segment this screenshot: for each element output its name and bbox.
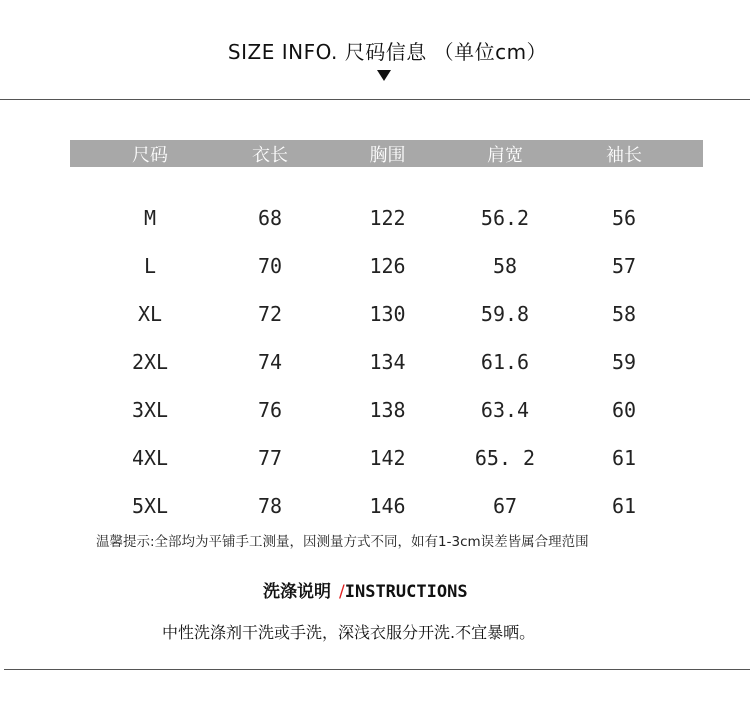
table-cell: 134 <box>369 350 406 374</box>
table-cell: 61.6 <box>480 350 530 374</box>
table-row <box>70 194 703 242</box>
table-cell: 138 <box>369 398 406 422</box>
table-cell: 3XL <box>131 398 169 422</box>
table-cell: 59 <box>611 350 637 374</box>
table-cell: 74 <box>257 350 283 374</box>
table-row <box>70 290 703 338</box>
instructions-slash: / <box>339 582 345 602</box>
table-body <box>70 194 703 530</box>
instructions-heading <box>263 577 468 602</box>
table-cell: 56 <box>611 206 637 230</box>
column-header-chest: 胸围 <box>369 144 406 166</box>
top-divider <box>0 99 750 100</box>
table-cell: L <box>143 254 157 278</box>
measurement-note: 温馨提示:全部均为平铺手工测量，因测量方式不同，如有1-3cm误差皆属合理范围 <box>96 534 589 550</box>
table-cell: 4XL <box>131 446 169 470</box>
column-header-sleeve: 袖长 <box>606 144 642 166</box>
table-header <box>70 140 703 167</box>
column-header-length: 衣长 <box>252 144 288 166</box>
table-cell: 68 <box>257 206 283 230</box>
table-cell: 77 <box>257 446 283 470</box>
table-cell: 59.8 <box>480 302 530 326</box>
table-cell: 126 <box>369 254 406 278</box>
table-cell: 2XL <box>131 350 169 374</box>
table-cell: 57 <box>611 254 637 278</box>
table-row <box>70 386 703 434</box>
page-title: SIZE INFO. 尺码信息 （单位cm） <box>227 40 548 64</box>
column-header-shoulder: 肩宽 <box>487 144 523 166</box>
table-cell: 146 <box>369 494 406 518</box>
table-cell: 60 <box>611 398 637 422</box>
table-cell: 122 <box>369 206 406 230</box>
table-cell: 142 <box>369 446 406 470</box>
table-cell: 58 <box>492 254 518 278</box>
table-cell: 76 <box>257 398 283 422</box>
table-cell: 70 <box>257 254 283 278</box>
table-cell: 63.4 <box>480 398 530 422</box>
table-cell: 72 <box>257 302 283 326</box>
washing-instructions: 中性洗涤剂干洗或手洗，深浅衣服分开洗.不宜暴晒。 <box>162 623 536 642</box>
table-cell: 56.2 <box>480 206 530 230</box>
column-header-size: 尺码 <box>132 144 168 166</box>
table-row <box>70 242 703 290</box>
table-cell: 67 <box>492 494 518 518</box>
table-cell: 130 <box>369 302 406 326</box>
table-row <box>70 338 703 386</box>
table-cell: M <box>143 206 157 230</box>
table-cell: 58 <box>611 302 637 326</box>
instructions-heading-cn: 洗涤说明 <box>263 582 331 602</box>
table-cell: XL <box>137 302 163 326</box>
table-cell: 65. 2 <box>474 446 536 470</box>
table-cell: 61 <box>611 494 637 518</box>
table-cell: 61 <box>611 446 637 470</box>
table-cell: 78 <box>257 494 283 518</box>
instructions-heading-en: INSTRUCTIONS <box>344 582 468 602</box>
bottom-divider <box>4 669 750 670</box>
down-arrow-icon <box>377 70 391 81</box>
table-row <box>70 482 703 530</box>
table-cell: 5XL <box>131 494 169 518</box>
table-row <box>70 434 703 482</box>
size-table <box>70 140 703 530</box>
